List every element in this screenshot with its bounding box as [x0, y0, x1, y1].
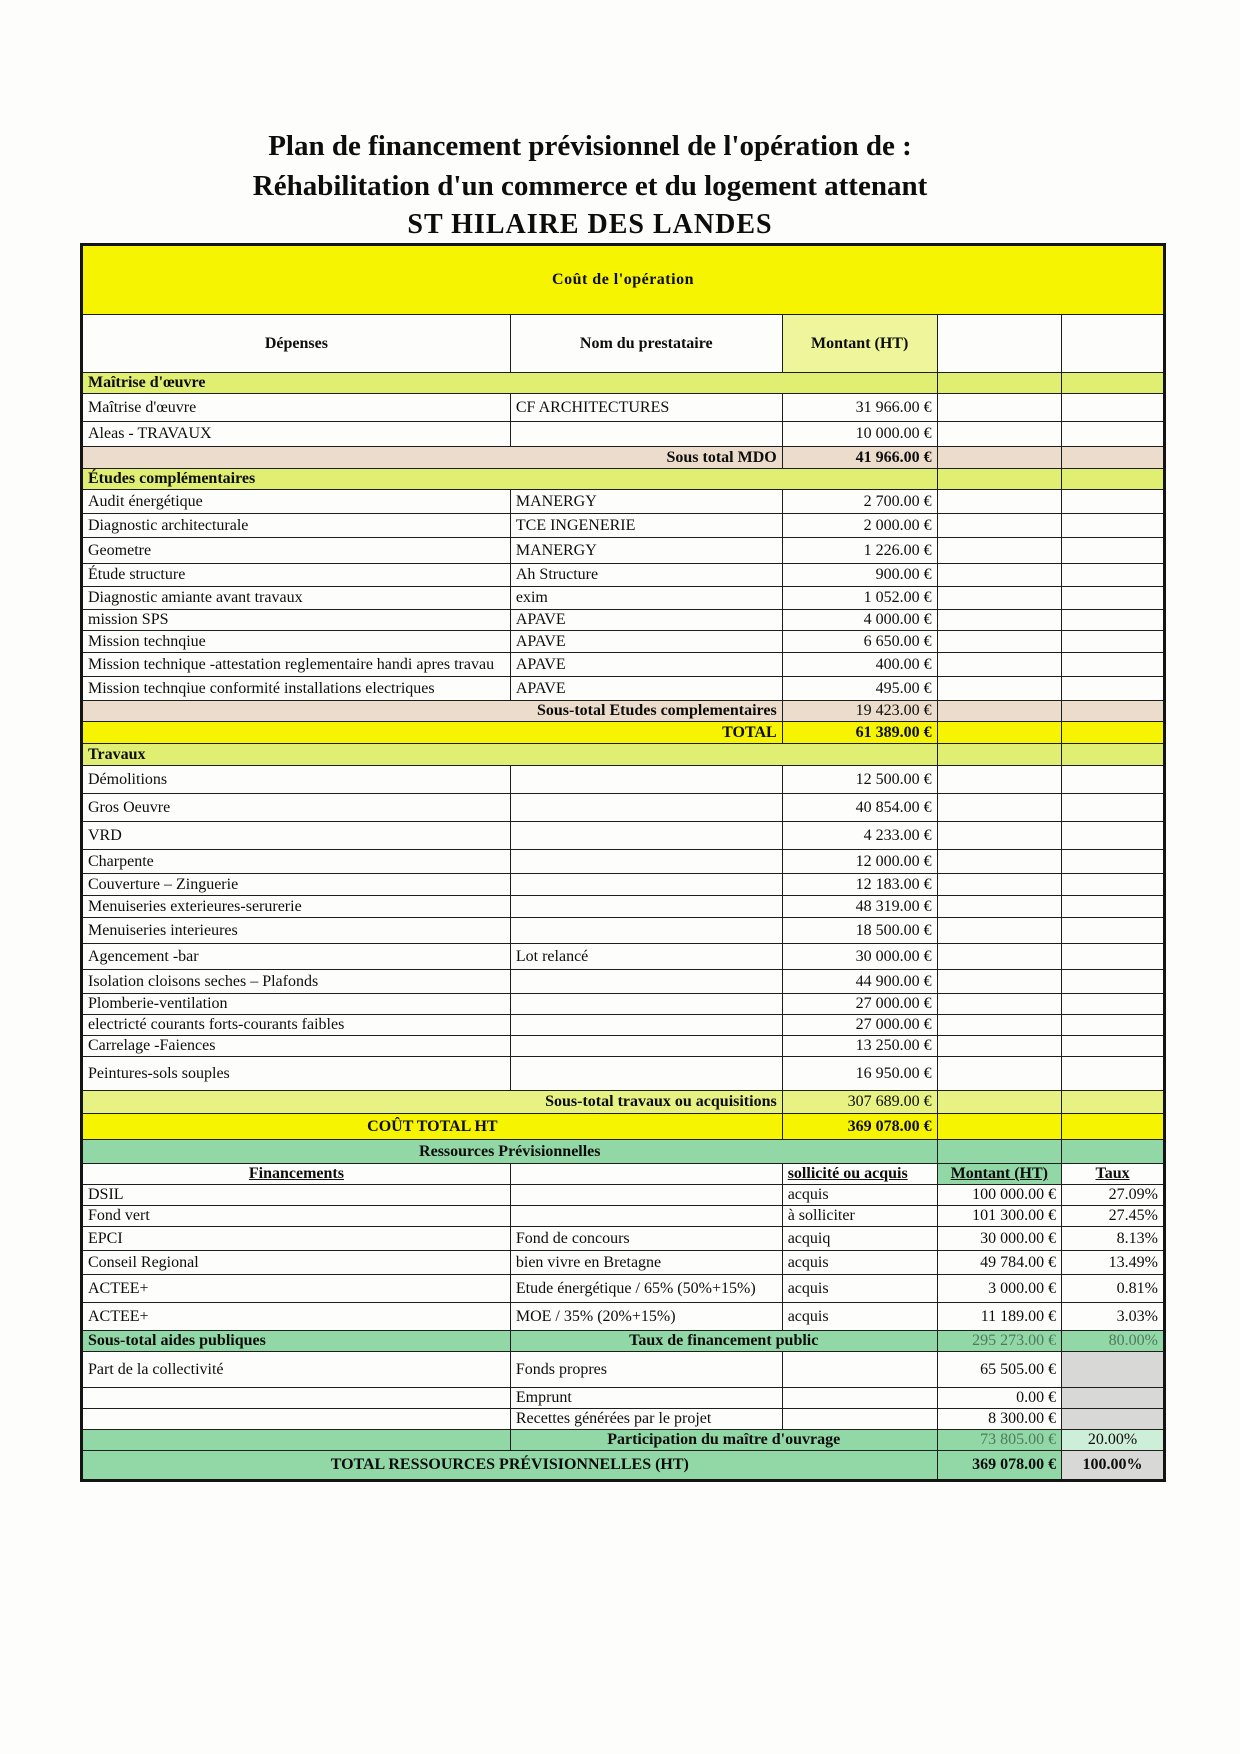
table-cell [937, 677, 1062, 701]
table-cell [510, 994, 782, 1015]
table-cell [1062, 701, 1165, 722]
table-row [82, 896, 1165, 918]
table-cell [937, 422, 1062, 447]
table-cell: 11 189.00 € [937, 1303, 1062, 1331]
table-cell: Sous-total aides publiques [82, 1331, 511, 1352]
table-cell: 48 319.00 € [782, 896, 937, 918]
table-row [82, 1303, 1165, 1331]
table-cell: 49 784.00 € [937, 1251, 1062, 1275]
table-row [82, 1036, 1165, 1057]
table-cell: Emprunt [510, 1388, 782, 1409]
table-cell [82, 1388, 511, 1409]
table-cell [937, 701, 1062, 722]
table-row [82, 447, 1165, 469]
table-row [82, 469, 1165, 490]
title-line-3: ST HILAIRE DES LANDES [407, 209, 773, 240]
table-cell [937, 514, 1062, 538]
table-cell: 13.49% [1062, 1251, 1165, 1275]
table-cell: TCE INGENERIE [510, 514, 782, 538]
table-cell: Travaux [82, 744, 938, 766]
table-cell: 30 000.00 € [937, 1227, 1062, 1251]
table-cell [937, 896, 1062, 918]
table-row [82, 994, 1165, 1015]
table-row [82, 245, 1165, 315]
table-cell: 27 000.00 € [782, 994, 937, 1015]
table-cell [510, 970, 782, 994]
table-row [82, 653, 1165, 677]
table-cell: 2 700.00 € [782, 490, 937, 514]
table-cell: acquis [782, 1185, 937, 1206]
table-cell [937, 722, 1062, 744]
table-cell: 80.00% [1062, 1331, 1165, 1352]
table-cell [937, 1140, 1062, 1164]
table-cell: 4 000.00 € [782, 610, 937, 631]
table-cell: 295 273.00 € [937, 1331, 1062, 1352]
table-cell [510, 1164, 782, 1185]
table-cell [1062, 794, 1165, 822]
table-cell: Sous-total Etudes complementaires [82, 701, 783, 722]
table-cell: 18 500.00 € [782, 918, 937, 944]
table-cell: APAVE [510, 631, 782, 653]
table-cell: 41 966.00 € [782, 447, 937, 469]
table-cell [1062, 422, 1165, 447]
table-row [82, 315, 1165, 373]
table-row [82, 944, 1165, 970]
table-row [82, 1275, 1165, 1303]
table-cell [1062, 850, 1165, 874]
table-cell: APAVE [510, 653, 782, 677]
table-cell [937, 944, 1062, 970]
table-cell [937, 447, 1062, 469]
table-cell [937, 587, 1062, 610]
table-cell: 19 423.00 € [782, 701, 937, 722]
table-cell [937, 744, 1062, 766]
table-cell: acquis [782, 1303, 937, 1331]
title-line-2: Réhabilitation d'un commerce et du logement attenant [252, 170, 928, 202]
table-cell [937, 822, 1062, 850]
table-cell: Mission technqiue conformité installations electriques [82, 677, 511, 701]
table-cell [1062, 1091, 1165, 1114]
table-cell: Études complémentaires [82, 469, 938, 490]
table-cell: Sous total MDO [82, 447, 783, 469]
table-cell: Lot relancé [510, 944, 782, 970]
table-cell [937, 373, 1062, 394]
table-cell: exim [510, 587, 782, 610]
table-cell [937, 610, 1062, 631]
table-cell [782, 1388, 937, 1409]
table-cell: 3.03% [1062, 1303, 1165, 1331]
table-cell: Coût de l'opération [82, 245, 1165, 315]
table-cell: EPCI [82, 1227, 511, 1251]
table-cell [1062, 1015, 1165, 1036]
table-row [82, 514, 1165, 538]
table-cell [1062, 490, 1165, 514]
table-row [82, 722, 1165, 744]
table-cell: 2 000.00 € [782, 514, 937, 538]
table-row [82, 677, 1165, 701]
table-cell: 13 250.00 € [782, 1036, 937, 1057]
table-cell: Maîtrise d'œuvre [82, 373, 938, 394]
table-cell: 0.00 € [937, 1388, 1062, 1409]
table-cell: Participation du maître d'ouvrage [510, 1430, 937, 1451]
table-cell [1062, 874, 1165, 896]
table-cell: Étude structure [82, 564, 511, 587]
table-cell: 8 300.00 € [937, 1409, 1062, 1430]
table-cell [937, 794, 1062, 822]
table-cell [1062, 447, 1165, 469]
table-row [82, 701, 1165, 722]
table-cell [937, 653, 1062, 677]
table-row [82, 970, 1165, 994]
table-cell: Peintures-sols souples [82, 1057, 511, 1091]
table-cell: 40 854.00 € [782, 794, 937, 822]
table-cell: 20.00% [1062, 1430, 1165, 1451]
table-cell [510, 1015, 782, 1036]
table-cell: Couverture – Zinguerie [82, 874, 511, 896]
table-cell: acquis [782, 1275, 937, 1303]
table-cell [510, 918, 782, 944]
table-cell: 27 000.00 € [782, 1015, 937, 1036]
table-row [82, 1352, 1165, 1388]
table-cell: Geometre [82, 538, 511, 564]
table-cell: APAVE [510, 677, 782, 701]
table-cell: Diagnostic amiante avant travaux [82, 587, 511, 610]
table-cell [937, 564, 1062, 587]
table-row [82, 1091, 1165, 1114]
table-cell [1062, 587, 1165, 610]
table-cell: 16 950.00 € [782, 1057, 937, 1091]
table-row [82, 766, 1165, 794]
table-cell: mission SPS [82, 610, 511, 631]
table-cell: 369 078.00 € [782, 1114, 937, 1140]
table-cell [937, 538, 1062, 564]
table-row [82, 422, 1165, 447]
table-cell [1062, 1036, 1165, 1057]
title-line-1: Plan de financement prévisionnel de l'opération de : [268, 130, 912, 162]
table-cell [1062, 538, 1165, 564]
table-cell [937, 1015, 1062, 1036]
table-cell: ACTEE+ [82, 1275, 511, 1303]
table-cell [937, 994, 1062, 1015]
table-cell [1062, 653, 1165, 677]
table-cell: Gros Oeuvre [82, 794, 511, 822]
table-row [82, 1206, 1165, 1227]
financing-table [80, 243, 1166, 1482]
table-cell [937, 970, 1062, 994]
table-cell: Dépenses [82, 315, 511, 373]
table-cell: 10 000.00 € [782, 422, 937, 447]
table-cell [937, 315, 1062, 373]
table-cell: Aleas - TRAVAUX [82, 422, 511, 447]
table-cell: 369 078.00 € [937, 1451, 1062, 1481]
table-cell: 3 000.00 € [937, 1275, 1062, 1303]
table-cell: 900.00 € [782, 564, 937, 587]
table-row [82, 1331, 1165, 1352]
table-cell [1062, 1140, 1165, 1164]
table-cell [937, 394, 1062, 422]
table-cell [1062, 1114, 1165, 1140]
table-row [82, 1409, 1165, 1430]
table-cell [510, 1185, 782, 1206]
table-row [82, 538, 1165, 564]
table-cell [937, 766, 1062, 794]
table-cell: Menuiseries exterieures-serurerie [82, 896, 511, 918]
table-row [82, 490, 1165, 514]
table-cell: 8.13% [1062, 1227, 1165, 1251]
table-row [82, 1251, 1165, 1275]
table-cell [1062, 970, 1165, 994]
table-row [82, 1227, 1165, 1251]
table-cell: Mission technique -attestation reglementaire handi apres travau [82, 653, 511, 677]
table-cell [1062, 315, 1165, 373]
table-cell [1062, 722, 1165, 744]
table-cell: Maîtrise d'œuvre [82, 394, 511, 422]
table-cell [510, 422, 782, 447]
table-cell: MOE / 35% (20%+15%) [510, 1303, 782, 1331]
table-row [82, 1114, 1165, 1140]
table-cell: 12 183.00 € [782, 874, 937, 896]
table-cell [937, 631, 1062, 653]
table-row [82, 1057, 1165, 1091]
table-row [82, 1451, 1165, 1481]
table-cell [1062, 744, 1165, 766]
table-cell: Mission technqiue [82, 631, 511, 653]
table-cell: 27.09% [1062, 1185, 1165, 1206]
table-cell [937, 874, 1062, 896]
table-cell [937, 918, 1062, 944]
table-cell: Isolation cloisons seches – Plafonds [82, 970, 511, 994]
table-cell [1062, 610, 1165, 631]
table-cell [937, 850, 1062, 874]
table-cell: Diagnostic architecturale [82, 514, 511, 538]
table-row [82, 1430, 1165, 1451]
table-row [82, 1164, 1165, 1185]
table-row [82, 850, 1165, 874]
table-cell: Charpente [82, 850, 511, 874]
table-cell: 27.45% [1062, 1206, 1165, 1227]
table-cell: Etude énergétique / 65% (50%+15%) [510, 1275, 782, 1303]
table-cell: 400.00 € [782, 653, 937, 677]
table-cell: 65 505.00 € [937, 1352, 1062, 1388]
table-cell: acquiq [782, 1227, 937, 1251]
table-cell: 100.00% [1062, 1451, 1165, 1481]
table-row [82, 373, 1165, 394]
table-cell: Fond de concours [510, 1227, 782, 1251]
document-title [80, 126, 1100, 244]
table-cell: TOTAL [82, 722, 783, 744]
table-cell: sollicité ou acquis [782, 1164, 937, 1185]
table-cell [1062, 677, 1165, 701]
table-cell [937, 1036, 1062, 1057]
table-row [82, 744, 1165, 766]
table-row [82, 587, 1165, 610]
table-cell: 101 300.00 € [937, 1206, 1062, 1227]
table-cell: 31 966.00 € [782, 394, 937, 422]
table-cell: Démolitions [82, 766, 511, 794]
table-cell: COÛT TOTAL HT [82, 1114, 783, 1140]
table-row [82, 631, 1165, 653]
table-cell: Financements [82, 1164, 511, 1185]
table-row [82, 394, 1165, 422]
table-row [82, 822, 1165, 850]
table-cell: 44 900.00 € [782, 970, 937, 994]
table-cell [510, 1057, 782, 1091]
table-cell [1062, 564, 1165, 587]
table-cell: MANERGY [510, 490, 782, 514]
table-cell: 73 805.00 € [937, 1430, 1062, 1451]
table-cell: 495.00 € [782, 677, 937, 701]
table-cell [782, 1409, 937, 1430]
table-cell: Menuiseries interieures [82, 918, 511, 944]
table-cell [1062, 1057, 1165, 1091]
table-cell [1062, 469, 1165, 490]
table-cell [937, 490, 1062, 514]
table-cell: Fond vert [82, 1206, 511, 1227]
table-cell: ACTEE+ [82, 1303, 511, 1331]
table-cell: Nom du prestataire [510, 315, 782, 373]
table-row [82, 610, 1165, 631]
table-cell [1062, 896, 1165, 918]
table-cell [1062, 394, 1165, 422]
table-cell: 30 000.00 € [782, 944, 937, 970]
table-cell: à solliciter [782, 1206, 937, 1227]
table-cell: 307 689.00 € [782, 1091, 937, 1114]
table-cell: Audit énergétique [82, 490, 511, 514]
table-cell [937, 1114, 1062, 1140]
table-cell: 12 500.00 € [782, 766, 937, 794]
table-cell [937, 469, 1062, 490]
table-cell: Part de la collectivité [82, 1352, 511, 1388]
table-cell: 0.81% [1062, 1275, 1165, 1303]
table-row [82, 1015, 1165, 1036]
table-cell: Sous-total travaux ou acquisitions [82, 1091, 783, 1114]
table-row [82, 874, 1165, 896]
table-cell [937, 1091, 1062, 1114]
table-cell [1062, 1388, 1165, 1409]
table-cell [1062, 373, 1165, 394]
table-cell: Ressources Prévisionnelles [82, 1140, 938, 1164]
table-cell: 6 650.00 € [782, 631, 937, 653]
table-row [82, 794, 1165, 822]
table-cell: Fonds propres [510, 1352, 782, 1388]
table-cell: Plomberie-ventilation [82, 994, 511, 1015]
table-cell: Carrelage -Faiences [82, 1036, 511, 1057]
table-cell: CF ARCHITECTURES [510, 394, 782, 422]
table-cell [510, 766, 782, 794]
table-cell [510, 896, 782, 918]
table-cell [510, 1206, 782, 1227]
table-cell: Agencement -bar [82, 944, 511, 970]
table-cell [1062, 766, 1165, 794]
table-cell: Conseil Regional [82, 1251, 511, 1275]
table-cell: 4 233.00 € [782, 822, 937, 850]
table-cell [82, 1409, 511, 1430]
table-cell [510, 822, 782, 850]
table-cell: TOTAL RESSOURCES PRÉVISIONNELLES (HT) [82, 1451, 938, 1481]
table-cell: Montant (HT) [782, 315, 937, 373]
table-cell [510, 874, 782, 896]
table-cell [510, 850, 782, 874]
table-cell [1062, 918, 1165, 944]
table-cell: electricté courants forts-courants faibles [82, 1015, 511, 1036]
table-cell [1062, 631, 1165, 653]
table-row [82, 1140, 1165, 1164]
table-cell: APAVE [510, 610, 782, 631]
table-cell: DSIL [82, 1185, 511, 1206]
table-cell: MANERGY [510, 538, 782, 564]
table-cell [510, 794, 782, 822]
table-cell: 100 000.00 € [937, 1185, 1062, 1206]
table-cell [1062, 514, 1165, 538]
table-cell [1062, 1409, 1165, 1430]
table-cell: Taux de financement public [510, 1331, 937, 1352]
table-cell [937, 1057, 1062, 1091]
table-cell [782, 1352, 937, 1388]
table-cell: acquis [782, 1251, 937, 1275]
table-row [82, 564, 1165, 587]
table-cell [1062, 994, 1165, 1015]
table-row [82, 1388, 1165, 1409]
table-cell: bien vivre en Bretagne [510, 1251, 782, 1275]
table-cell: Montant (HT) [937, 1164, 1062, 1185]
table-cell: 12 000.00 € [782, 850, 937, 874]
table-cell: 61 389.00 € [782, 722, 937, 744]
table-cell: 1 226.00 € [782, 538, 937, 564]
table-cell: Taux [1062, 1164, 1165, 1185]
table-row [82, 918, 1165, 944]
table-cell [1062, 822, 1165, 850]
table-cell [1062, 944, 1165, 970]
table-cell [510, 1036, 782, 1057]
table-cell: Ah Structure [510, 564, 782, 587]
table-cell [82, 1430, 511, 1451]
table-cell: Recettes générées par le projet [510, 1409, 782, 1430]
table-row [82, 1185, 1165, 1206]
table-cell: VRD [82, 822, 511, 850]
table-cell: 1 052.00 € [782, 587, 937, 610]
table-cell [1062, 1352, 1165, 1388]
